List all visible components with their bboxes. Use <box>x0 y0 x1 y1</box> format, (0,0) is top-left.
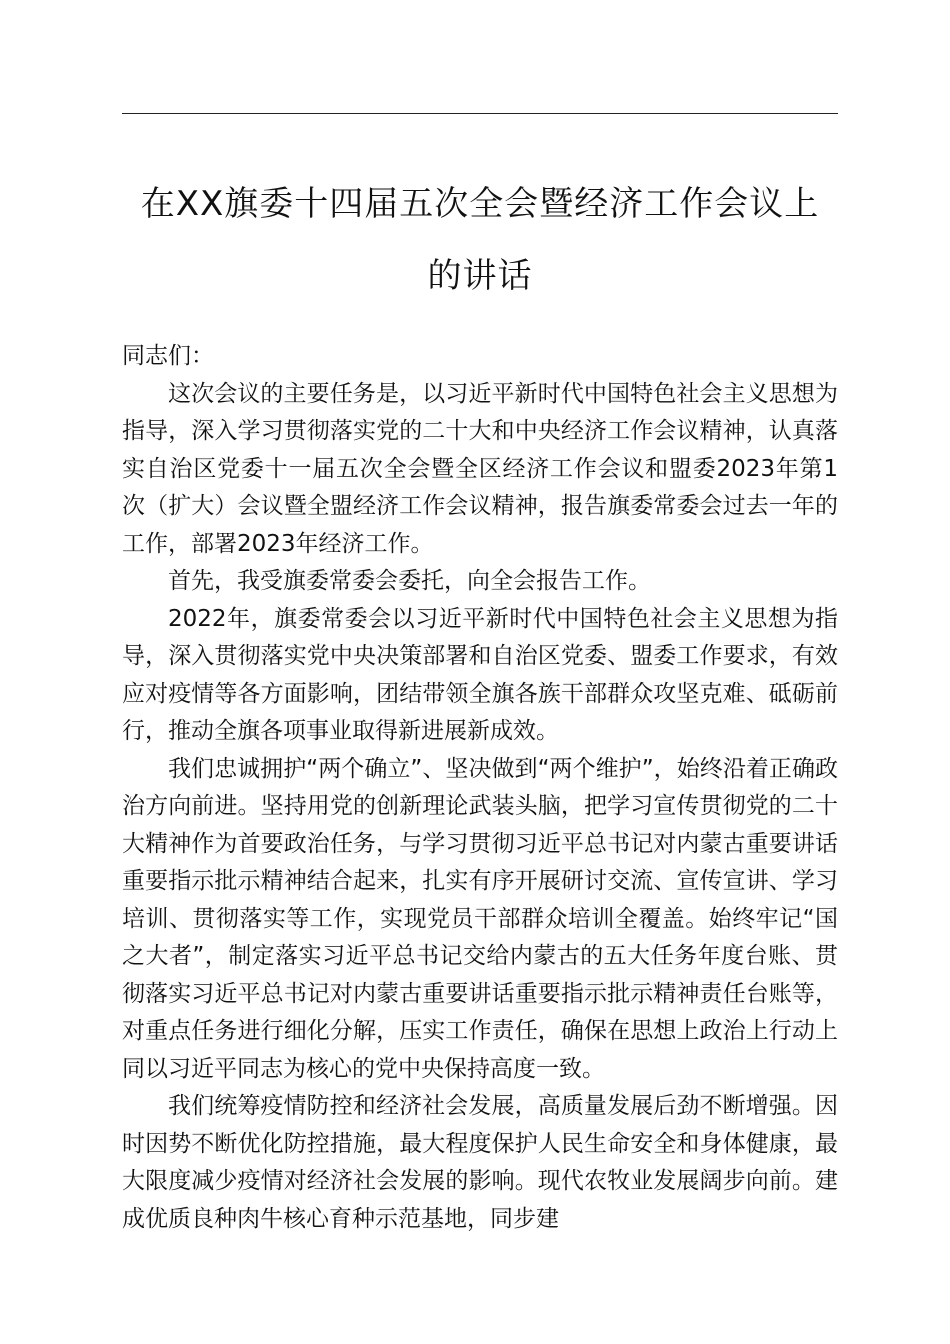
paragraph: 我们统筹疫情防控和经济社会发展，高质量发展后劲不断增强。因时因势不断优化防控措施，最大程度保护人民生命安全和身体健康，最大限度减少疫情对经济社会发展的影响。现代农牧业发展阔步向前。建成优质良种肉牛核心育种示范基地，同步建 <box>122 1093 838 1232</box>
paragraph: 首先，我受旗委常委会委托，向全会报告工作。 <box>168 568 651 594</box>
paragraph: 我们忠诚拥护“两个确立”、坚决做到“两个维护”，始终沿着正确政治方向前进。坚持用党的创新理论武装头脑，把学习宣传贯彻党的二十大精神作为首要政治任务，与学习贯彻习近平总书记对内蒙古重要讲话重要指示批示精神结合起来，扎实有序开展研讨交流、宣传宣讲、学习培训、贯彻落实等工作，实现党员干部群众培训全覆盖。始终牢记“国之大者”，制定落实习近平总书记交给内蒙古的五大任务年度台账、贯彻落实习近平总书记对内蒙古重要讲话重要指示批示精神责任台账等，对重点任务进行细化分解，压实工作责任，确保在思想上政治上行动上同以习近平同志为核心的党中央保持高度一致。 <box>122 755 838 1082</box>
paragraph: 2022年，旗委常委会以习近平新时代中国特色社会主义思想为指导，深入贯彻落实党中央决策部署和自治区党委、盟委工作要求，有效应对疫情等各方面影响，团结带领全旗各族干部群众攻坚克难、砥砺前行，推动全旗各项事业取得新进展新成效。 <box>122 605 838 744</box>
salutation: 同志们： <box>122 343 214 369</box>
document-title <box>110 168 850 312</box>
header-rule <box>122 113 838 114</box>
paragraph: 这次会议的主要任务是，以习近平新时代中国特色社会主义思想为指导，深入学习贯彻落实党的二十大和中央经济工作会议精神，认真落实自治区党委十一届五次全会暨全区经济工作会议和盟委2023年第1次（扩大）会议暨全盟经济工作会议精神，报告旗委常委会过去一年的工作，部署2023年经济工作。 <box>122 380 838 557</box>
document-body <box>122 338 838 1238</box>
title-line-2: 的讲话 <box>427 256 533 296</box>
title-line-1: 在XX旗委十四届五次全会暨经济工作会议上 <box>140 184 820 224</box>
